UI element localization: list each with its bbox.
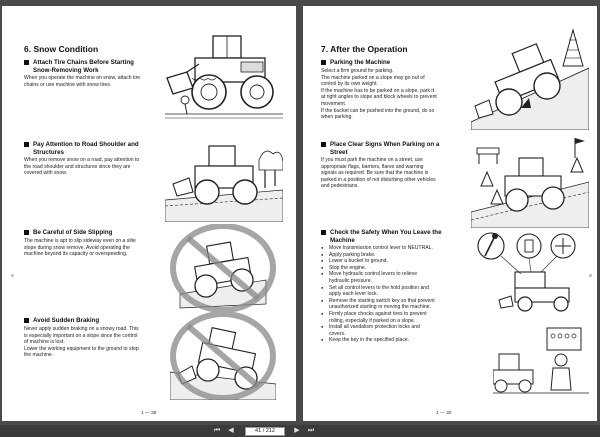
- list-item: ● Lower a bucket to ground.: [321, 258, 471, 265]
- list-item: ● Stop the engine.: [321, 265, 471, 272]
- safety-checklist: [321, 245, 471, 344]
- first-page-icon[interactable]: ⏮: [213, 427, 221, 434]
- subheading-parking: Parking the Machine: [321, 59, 390, 67]
- subheading-sudden-braking: Avoid Sudden Braking: [24, 317, 99, 325]
- subheading-side-slipping: Be Careful of Side Slipping: [24, 229, 112, 237]
- square-bullet-icon: [321, 142, 326, 147]
- square-bullet-icon: [24, 142, 29, 147]
- list-item: ● Keep the key in the specified place.: [321, 337, 471, 344]
- list-item: ● Firmly place chocks against tires to prevent rolling, especially if parked on a slope.: [321, 311, 471, 324]
- illustration-road-shoulder: [165, 130, 283, 222]
- prev-page-icon[interactable]: ◀: [228, 427, 234, 434]
- paragraph-side-slipping: The machine is apt to slip sideway even on a slite slope during snow remove. Avoid operating the machine beyond its capacity or overspeeding.: [24, 238, 136, 258]
- illustration-side-slipping-prohibited: [170, 224, 276, 312]
- page-number-input[interactable]: [245, 427, 285, 436]
- list-item: ● Apply parking brake.: [321, 252, 471, 259]
- square-bullet-icon: [24, 60, 29, 65]
- illustration-parking-on-slope: [471, 26, 589, 130]
- binder-hole: [589, 274, 592, 277]
- square-bullet-icon: [24, 230, 29, 235]
- paragraph-road-shoulder: When you remove snow on a road, pay attention to the road shoulder and structures since they are covered with snow.: [24, 157, 140, 177]
- section-title: 6. Snow Condition: [24, 44, 99, 54]
- list-item: ● Remove the starting switch key so that prevent unauthorized starting or moving the machine.: [321, 298, 471, 311]
- page-number: 1 — 28: [141, 411, 157, 416]
- right-page: [303, 6, 597, 421]
- binder-hole: [11, 274, 14, 277]
- illustration-leave-machine-controls: [471, 228, 589, 312]
- list-item: ● Move transmission control lever to NEUTRAL.: [321, 245, 471, 252]
- illustration-sudden-braking-prohibited: [170, 312, 276, 400]
- illustration-loader-tire-chains: [165, 28, 283, 120]
- subheading-leave-machine: Check the Safety When You Leave the Machine: [321, 229, 442, 244]
- square-bullet-icon: [24, 318, 29, 323]
- section-title: 7. After the Operation: [321, 44, 408, 54]
- list-item: ● Install all vandalism protection locks and covers.: [321, 324, 471, 337]
- next-page-icon[interactable]: ▶: [294, 427, 300, 434]
- paragraph-sudden-braking: Never apply sudden braking on a snowy road. This is especially important on a slope since the control of machine is lost. Lower the working equipment to the ground to stop the machine.: [24, 326, 139, 359]
- list-item: ● Set all control levers to the hold position and apply each lever lock.: [321, 285, 471, 298]
- page-number: 1 — 30: [436, 411, 452, 416]
- paragraph-parking: Select a firm ground for parking. The machine parked on a slope may go out of control by its own weight. If the machine has to be parked on a slope, park it at right angles to slope and block wheels to prevent movement. If the bucket can be pushed into the ground, do so when parking.: [321, 68, 437, 121]
- subheading-tire-chains: Attach Tire Chains Before Starting Snow-Removing Work: [24, 59, 134, 74]
- subheading-road-shoulder: Pay Attention to Road Shoulder and Structures: [24, 141, 139, 156]
- square-bullet-icon: [321, 60, 326, 65]
- square-bullet-icon: [321, 230, 326, 235]
- subheading-clear-signs: Place Clear Signs When Parking on a Street: [321, 141, 439, 156]
- pdf-navigation-toolbar: [0, 425, 600, 437]
- list-item: ● Move hydraulic control levers to relieve hydraulic pressure.: [321, 271, 471, 284]
- paragraph-tire-chains: When you operate the machine on snow, attach tire chains or use machine with snow tires.: [24, 75, 141, 88]
- left-page: [2, 6, 296, 421]
- illustration-key-storage: [493, 324, 589, 396]
- paragraph-clear-signs: If you must park the machine on a street, use appropriate flags, barriers, flares and warning signals as required. Be sure that the machine is parked in a position of not disturbing other vehicles and pedestrians.: [321, 157, 436, 190]
- last-page-icon[interactable]: ⏭: [307, 427, 315, 434]
- illustration-street-parking-signs: [471, 132, 589, 228]
